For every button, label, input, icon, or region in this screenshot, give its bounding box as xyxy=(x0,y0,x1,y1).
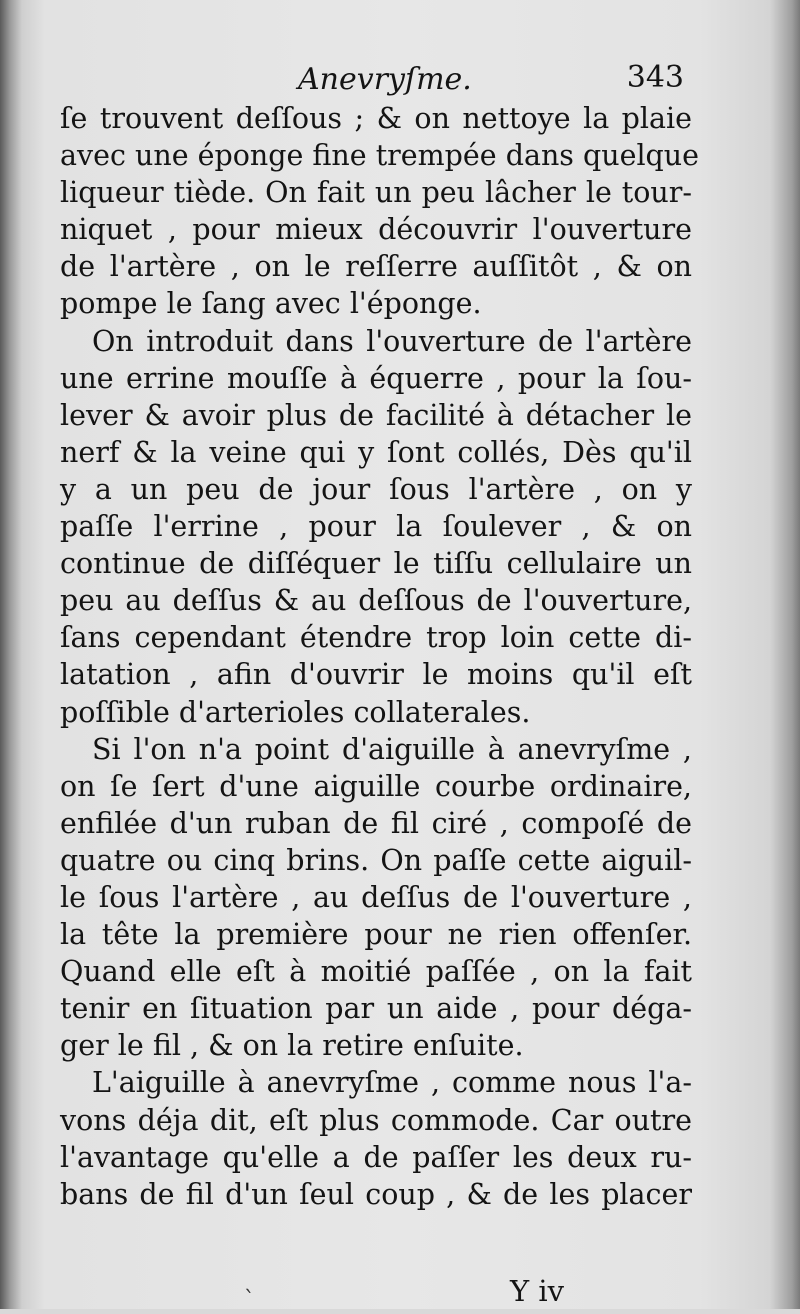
text-line: nerf & la veine qui y ſont collés, Dès qu'il xyxy=(60,435,692,469)
text-line: L'aiguille à anevryſme , comme nous l'a- xyxy=(92,1066,692,1100)
text-line: tenir en ſituation par un aide , pour déga- xyxy=(60,992,692,1026)
text-line: une errine mouſſe à équerre , pour la ſou- xyxy=(60,361,692,395)
text-line: ſe trouvent deſſous ; & on nettoye la plaie xyxy=(60,102,692,135)
text-line: l'avantage qu'elle a de paſſer les deux ru- xyxy=(60,1140,692,1174)
text-line: pompe le ſang avec l'éponge. xyxy=(60,287,482,321)
text-line: de l'artère , on le reſſerre auſſitôt , & on xyxy=(60,250,692,284)
signature-mark: Y iv xyxy=(510,1274,565,1308)
text-line: paſſe l'errine , pour la ſoulever , & on xyxy=(60,510,692,544)
text-line: la tête la première pour ne rien offenſer. xyxy=(60,918,692,952)
text-line: On introduit dans l'ouverture de l'artère xyxy=(92,324,692,358)
text-line: latation , afin d'ouvrir le moins qu'il eſt xyxy=(60,658,692,692)
text-line: Si l'on n'a point d'aiguille à anevryſme , xyxy=(92,732,692,766)
text-line: ſans cependant étendre trop loin cette di- xyxy=(60,621,692,655)
text-line: le ſous l'artère , au deſſus de l'ouverture , xyxy=(60,880,692,914)
text-line: vons déja dit, eſt plus commode. Car outre xyxy=(60,1103,692,1137)
text-line: continue de diſſéquer le tiſſu cellulaire un xyxy=(60,547,692,581)
page-number: 343 xyxy=(626,60,684,95)
text-line: poſſible d'arterioles collaterales. xyxy=(60,695,531,729)
text-line: bans de fil d'un ſeul coup , & de les placer xyxy=(60,1177,692,1211)
text-line: y a un peu de jour ſous l'artère , on y xyxy=(60,472,692,506)
text-line: quatre ou cinq brins. On paſſe cette aiguil- xyxy=(60,843,692,877)
page-footer xyxy=(60,1274,692,1314)
running-title: Anevryſme. xyxy=(298,62,472,97)
page-header xyxy=(60,52,692,100)
text-line: niquet , pour mieux découvrir l'ouverture xyxy=(60,213,692,247)
page-text-block xyxy=(60,52,700,1313)
text-line: ger le fil , & on la retire enſuite. xyxy=(60,1029,524,1063)
text-line: peu au deſſus & au deſſous de l'ouverture, xyxy=(60,584,692,618)
footer-mark: ˋ xyxy=(244,1288,255,1313)
text-line: on ſe ſert d'une aiguille courbe ordinaire, xyxy=(60,769,692,803)
text-line: enfilée d'un ruban de fil ciré , compoſé de xyxy=(60,806,692,840)
text-line: avec une éponge fine trempée dans quelque xyxy=(60,139,700,173)
text-line: Quand elle eſt à moitié paſſée , on la fait xyxy=(60,955,692,989)
text-line: lever & avoir plus de facilité à détacher le xyxy=(60,398,692,432)
text-line: liqueur tiède. On fait un peu lâcher le tour- xyxy=(60,176,692,210)
body-text xyxy=(60,100,700,1213)
